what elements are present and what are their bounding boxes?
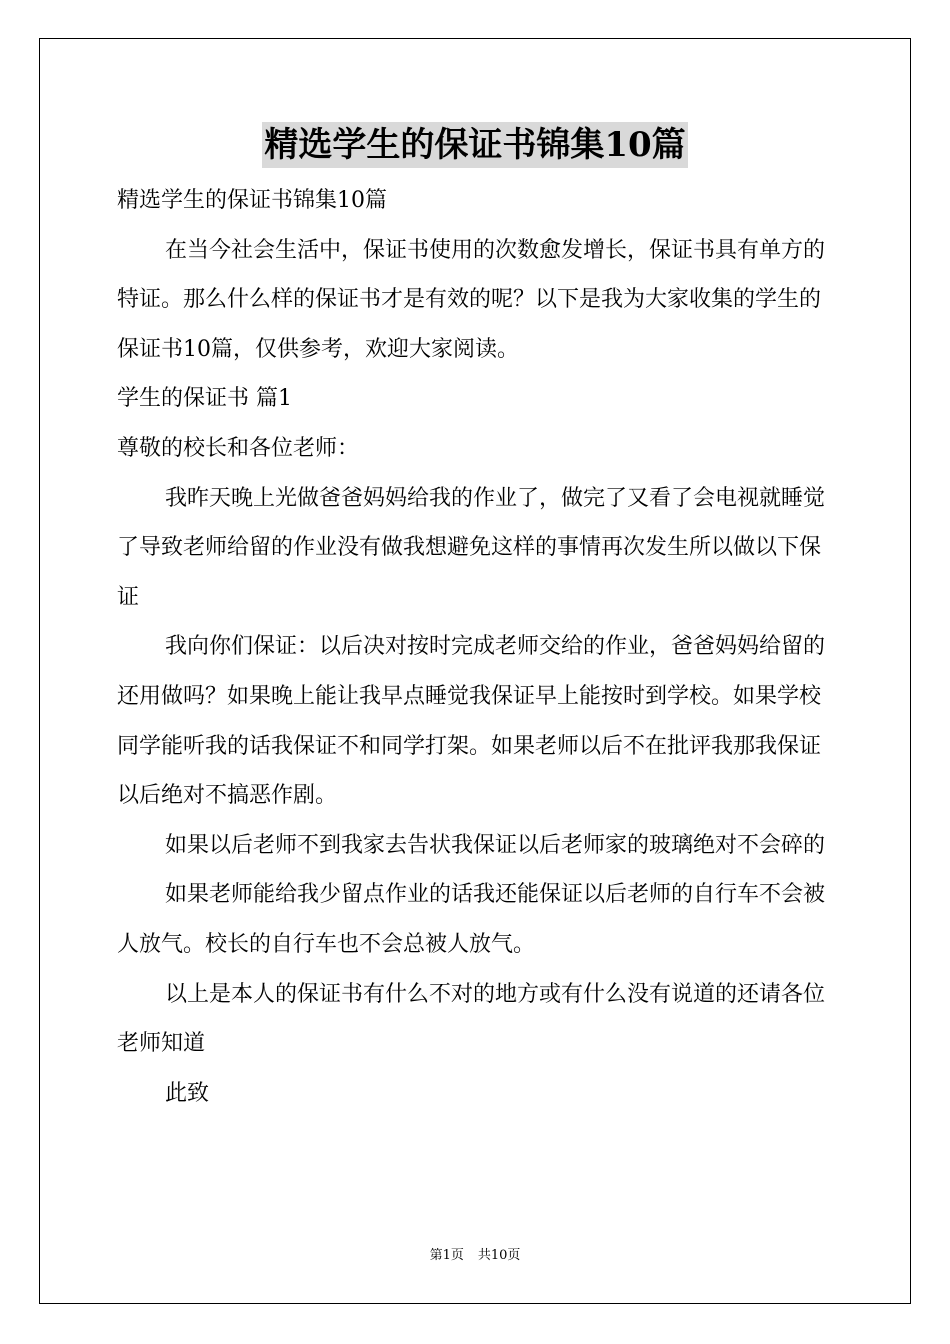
document-title: 精选学生的保证书锦集10篇 (262, 122, 687, 168)
title-container (0, 122, 950, 168)
paragraph-body: 我昨天晚上光做爸爸妈妈给我的作业了，做完了又看了会电视就睡觉了导致老师给留的作业没有做我想避免这样的事情再次发生所以做以下保证 (117, 485, 826, 610)
paragraph-body: 如果老师能给我少留点作业的话我还能保证以后老师的自行车不会被人放气。校长的自行车也不会总被人放气。 (117, 882, 826, 957)
paragraph-subtitle: 精选学生的保证书锦集10篇 (117, 188, 387, 213)
paragraph-body: 我向你们保证：以后决对按时完成老师交给的作业，爸爸妈妈给留的还用做吗？如果晚上能让我早点睡觉我保证早上能按时到学校。如果学校同学能听我的话我保证不和同学打架。如果老师以后不在批评我那我保证以后绝对不搞恶作剧。 (117, 634, 826, 809)
closing: 此致 (165, 1080, 210, 1106)
paragraph-intro: 在当今社会生活中，保证书使用的次数愈发增长，保证书具有单方的特证。那么什么样的保证书才是有效的呢？以下是我为大家收集的学生的保证书10篇，仅供参考，欢迎大家阅读。 (117, 237, 826, 362)
section-heading: 学生的保证书 篇1 (117, 386, 292, 412)
page-footer (0, 1247, 950, 1265)
salutation: 尊敬的校长和各位老师： (117, 435, 360, 461)
page-number: 第1页 (429, 1248, 464, 1263)
page-total: 共10页 (477, 1248, 521, 1263)
paragraph-body: 如果以后老师不到我家去告状我保证以后老师家的玻璃绝对不会碎的 (165, 832, 826, 858)
paragraph-body: 以上是本人的保证书有什么不对的地方或有什么没有说道的还请各位老师知道 (117, 981, 826, 1057)
document-body (117, 176, 835, 1118)
